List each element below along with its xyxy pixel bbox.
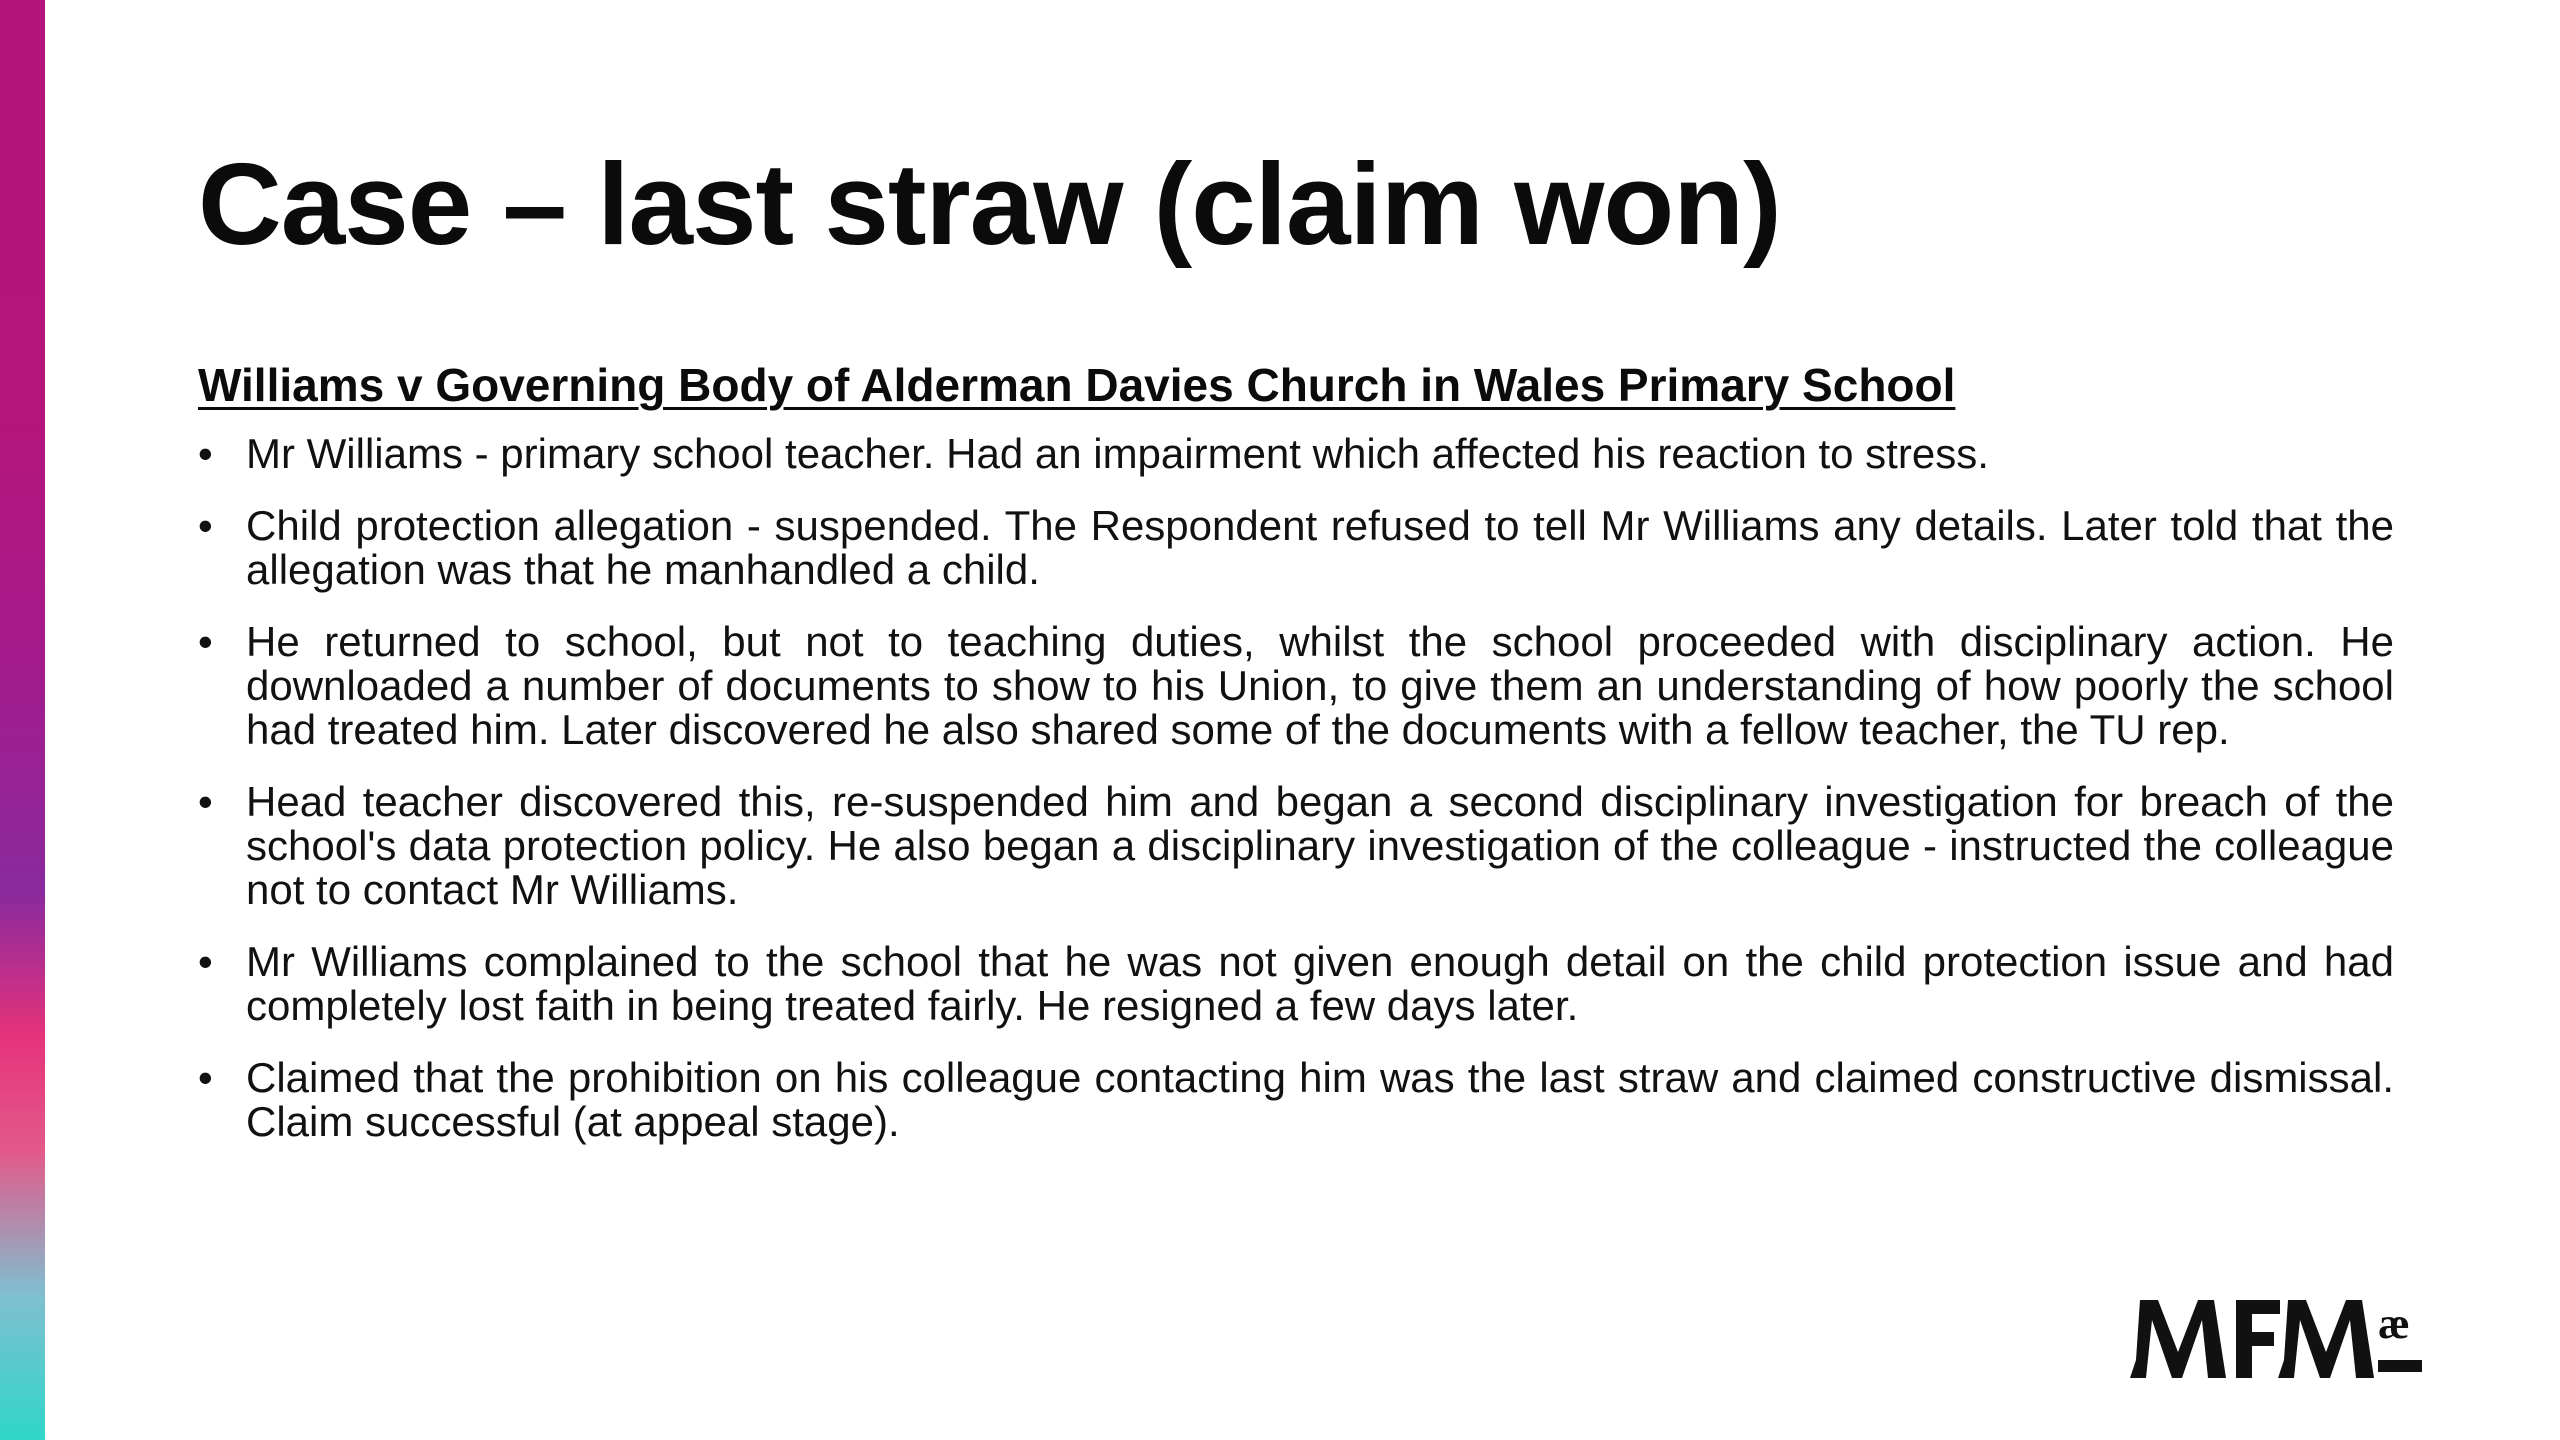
bullet-text: Mr Williams - primary school teacher. Had an impairment which affected his reaction to stress.	[246, 430, 1989, 477]
logo-letter-m1	[2130, 1300, 2226, 1378]
logo-letter-m2	[2278, 1300, 2374, 1378]
bullet-item	[198, 780, 2394, 912]
bullet-dot: •	[198, 1054, 213, 1101]
mfmac-logo	[2128, 1290, 2424, 1390]
bullet-dot: •	[198, 502, 213, 549]
bullet-item	[198, 940, 2394, 1028]
bullet-item	[198, 1056, 2394, 1144]
bullet-text: He returned to school, but not to teaching duties, whilst the school proceeded with disciplinary action. He downloaded a number of documents to show to his Union, to give them an understanding of how poorly the school had treated him. Later discovered he also shared some of the documents with a fellow teacher, the TU rep.	[246, 618, 2394, 753]
bullet-item	[198, 432, 2394, 476]
bullet-text: Head teacher discovered this, re-suspended him and began a second disciplinary investigation for breach of the school's data protection policy. He also began a disciplinary investigation of the colleague - instructed the colleague not to contact Mr Williams.	[246, 778, 2394, 913]
bullet-dot: •	[198, 430, 213, 477]
slide-title: Case – last straw (claim won)	[198, 139, 1781, 269]
bullet-item	[198, 620, 2394, 752]
bullet-text: Mr Williams complained to the school that he was not given enough detail on the child protection issue and had completely lost faith in being treated fairly. He resigned a few days later.	[246, 938, 2394, 1029]
accent-gradient-bar	[0, 0, 45, 1440]
bullet-list	[198, 432, 2394, 1172]
logo-underline-bar	[2378, 1360, 2422, 1372]
bullet-dot: •	[198, 778, 213, 825]
bullet-dot: •	[198, 618, 213, 665]
bullet-text: Child protection allegation - suspended. The Respondent refused to tell Mr Williams any details. Later told that the allegation was that he manhandled a child.	[246, 502, 2394, 593]
bullet-item	[198, 504, 2394, 592]
logo-letter-f	[2236, 1300, 2280, 1378]
case-heading: Williams v Governing Body of Alderman Davies Church in Wales Primary School	[198, 359, 1956, 411]
bullet-dot: •	[198, 938, 213, 985]
logo-ac-superscript: æ	[2378, 1299, 2410, 1348]
bullet-text: Claimed that the prohibition on his colleague contacting him was the last straw and claimed constructive dismissal. Claim successful (at appeal stage).	[246, 1054, 2394, 1145]
